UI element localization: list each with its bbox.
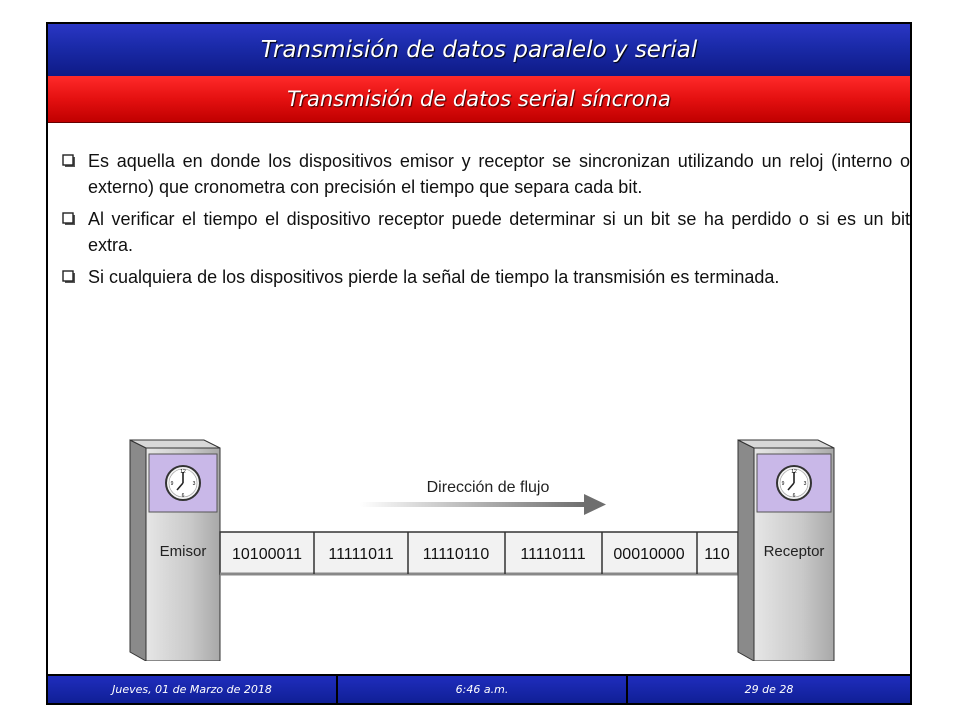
flow-direction-label: Dirección de flujo — [426, 479, 550, 496]
emitter-label: Emisor — [159, 543, 207, 560]
bullet-item — [62, 264, 910, 290]
sync-transmission-diagram — [80, 416, 850, 661]
footer-date: Jueves, 01 de Marzo de 2018 — [112, 683, 272, 696]
bit-stream — [220, 532, 738, 574]
clock-number: 6 — [181, 493, 185, 499]
footer-page-number: 29 de 28 — [744, 683, 794, 696]
checkbox-bullet-icon — [62, 212, 76, 226]
emitter-device — [130, 440, 220, 661]
slide-footer — [48, 674, 910, 703]
byte-cell: 10100011 — [232, 546, 302, 563]
bullet-item — [62, 148, 910, 200]
clock-number: 9 — [781, 481, 785, 487]
clock-number: 12 — [180, 469, 186, 475]
bullet-text: Si cualquiera de los dispositivos pierde la señal de tiempo la transmisión es terminada. — [88, 267, 780, 287]
footer-time: 6:46 a.m. — [336, 676, 628, 703]
clock-number: 3 — [192, 481, 196, 487]
byte-cell: 110 — [704, 546, 730, 563]
flow-arrow-icon — [360, 494, 606, 515]
bullet-text: Al verificar el tiempo el dispositivo receptor puede determinar si un bit se ha perdido o si es un bit extra. — [88, 209, 910, 255]
bullet-text: Es aquella en donde los dispositivos emisor y receptor se sincronizan utilizando un reloj (interno o externo) que cronometra con precisión el tiempo que separa cada bit. — [88, 151, 910, 197]
byte-cell: 11110110 — [422, 546, 490, 563]
bullet-item — [62, 206, 910, 258]
receiver-label: Receptor — [763, 543, 825, 560]
byte-cell: 11111011 — [328, 546, 394, 563]
slide-title: Transmisión de datos paralelo y serial — [48, 24, 910, 78]
receiver-device — [738, 440, 834, 661]
clock-number: 12 — [791, 469, 797, 475]
byte-cell: 00010000 — [613, 546, 685, 563]
checkbox-bullet-icon — [62, 270, 76, 284]
clock-icon — [777, 466, 811, 500]
clock-number: 6 — [792, 493, 796, 499]
clock-number: 3 — [803, 481, 807, 487]
bullet-list — [62, 148, 910, 296]
clock-number: 9 — [170, 481, 174, 487]
clock-icon — [166, 466, 200, 500]
checkbox-bullet-icon — [62, 154, 76, 168]
byte-cell: 11110111 — [520, 546, 586, 563]
slide-subtitle: Transmisión de datos serial síncrona — [48, 76, 910, 123]
